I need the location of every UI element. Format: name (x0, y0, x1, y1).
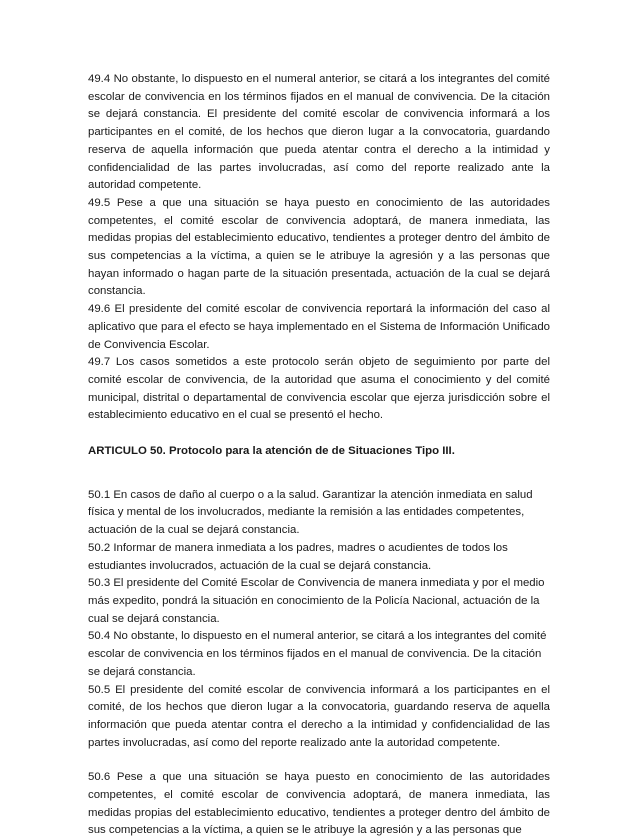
paragraph-50-1: 50.1 En casos de daño al cuerpo o a la salud. Garantizar la atención inmediata en salud física y mental de los involucrados, mediante la remisión a las entidades competentes, actuación de la cual se dejará constancia. (88, 488, 533, 537)
paragraph-49-6: 49.6 El presidente del comité escolar de convivencia reportará la información del caso al aplicativo que para el efecto se haya implementado en el Sistema de Información Unificado de Convivencia Escolar. (88, 303, 550, 351)
paragraph-50-5: 50.5 El presidente del comité escolar de convivencia informará a los participantes en el comité, de los hechos que dieron lugar a la convocatoria, guardando reserva de aquella información que pueda atentar contra el derecho a la intimidad y confidencialidad de las partes involucradas, así como del reporte realizado ante la autoridad competente. (88, 683, 550, 749)
spacer (88, 425, 550, 443)
article-50-heading: ARTICULO 50. Protocolo para la atención de de Situaciones Tipo III. (88, 445, 455, 458)
paragraph-50-2: 50.2 Informar de manera inmediata a los padres, madres o acudientes de todos los estudiantes involucrados, actuación de la cual se dejará constancia. (88, 541, 508, 572)
paragraph-49-4: 49.4 No obstante, lo dispuesto en el numeral anterior, se citará a los integrantes del comité escolar de convivencia en los términos fijados en el manual de convivencia. De la citación se dejará constancia. El presidente del comité escolar de convivencia informará a los participantes en el comité, de los hechos que dieron lugar a la convocatoria, guardando reserva de aquella información que pueda atentar contra el derecho a la intimidad y confidencialidad de las partes involucradas, así como del reporte realizado ante la autoridad competente. (88, 73, 550, 192)
paragraph-49-5: 49.5 Pese a que una situación se haya puesto en conocimiento de las autoridades competentes, el comité escolar de convivencia adoptará, de manera inmediata, las medidas propias del establecimiento educativo, tendientes a proteger dentro del ámbito de sus competencias a la víctima, a quien se le atribuye la agresión y a las personas que hayan informado o hagan parte de la situación presentada, actuación de la cual se dejará constancia. (88, 196, 550, 298)
paragraph-50-4: 50.4 No obstante, lo dispuesto en el numeral anterior, se citará a los integrantes del comité escolar de convivencia en los términos fijados en el manual de convivencia. De la citación se dejará constancia. (88, 630, 547, 678)
paragraph-49-7: 49.7 Los casos sometidos a este protocolo serán objeto de seguimiento por parte del comité escolar de convivencia, de la autoridad que asuma el conocimiento y del comité municipal, distrital o departamental de convivencia escolar que ejerza jurisdicción sobre el establecimiento educativo en el cual se presentó el hecho. (88, 356, 550, 422)
spacer (88, 752, 550, 769)
paragraph-50-3: 50.3 El presidente del Comité Escolar de Convivencia de manera inmediata y por el medio más expedito, pondrá la situación en conocimiento de la Policía Nacional, actuación de la cual se dejará constancia. (88, 577, 545, 625)
paragraph-50-6: 50.6 Pese a que una situación se haya puesto en conocimiento de las autoridades competentes, el comité escolar de convivencia adoptará, de manera inmediata, las medidas propias del establecimiento educativo, tendientes a proteger dentro del ámbito de sus competencias a la víctima, a quien se le atribuye la agresión y a las personas que (88, 771, 550, 837)
spacer (88, 461, 550, 487)
document-body (88, 71, 550, 840)
